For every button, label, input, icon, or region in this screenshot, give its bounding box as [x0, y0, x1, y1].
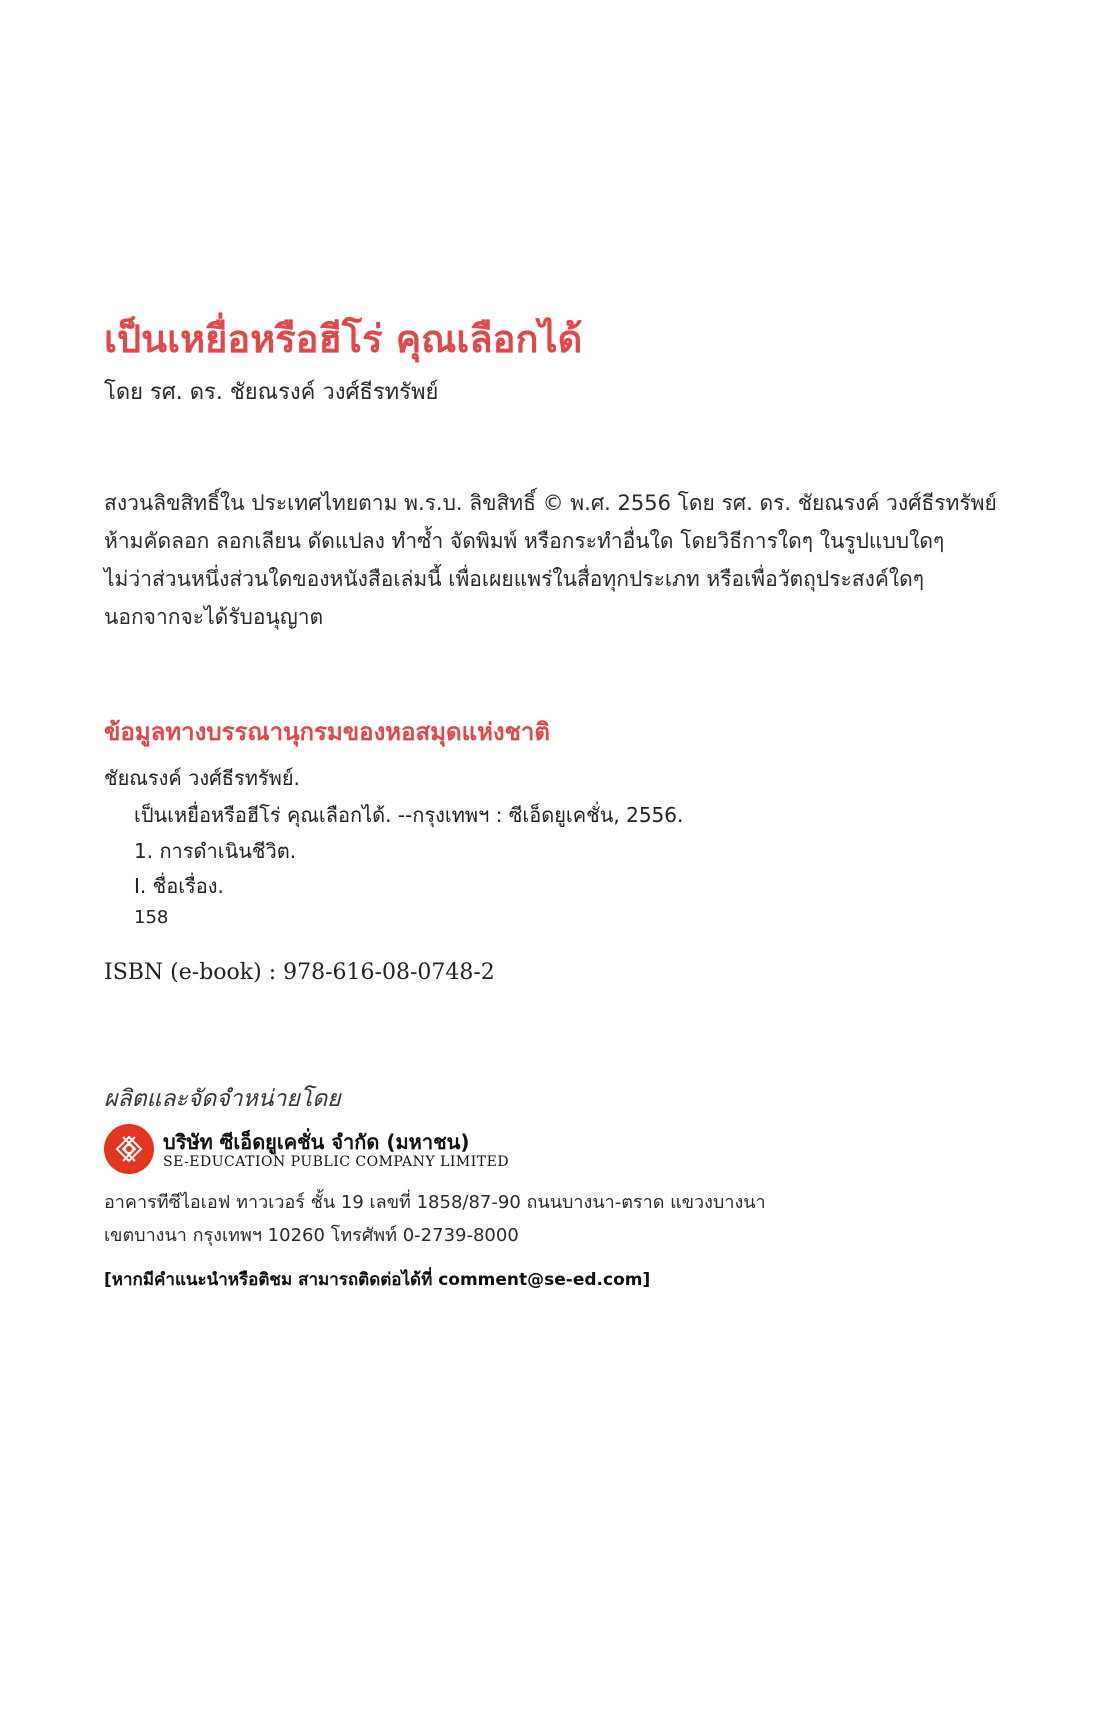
- publisher-label: ผลิตและจัดจำหน่ายโดย: [104, 1086, 341, 1112]
- copyright-notice: [104, 484, 1054, 636]
- se-ed-logo-icon: [104, 1124, 154, 1174]
- cip-heading: ข้อมูลทางบรรณานุกรมของหอสมุดแห่งชาติ: [104, 718, 550, 746]
- publisher-name-english: SE-EDUCATION PUBLIC COMPANY LIMITED: [163, 1154, 510, 1170]
- cip-subject-1: 1. การดำเนินชีวิต.: [134, 839, 297, 863]
- cip-subject-2: I. ชื่อเรื่อง.: [134, 874, 224, 898]
- publisher-address-line: อาคารทีซีไอเอฟ ทาวเวอร์ ชั้น 19 เลขที่ 1858/87-90 ถนนบางนา-ตราด แขวงบางนา: [104, 1192, 766, 1213]
- copyright-line: ไม่ว่าส่วนหนึ่งส่วนใดของหนังสือเล่มนี้ เพื่อเผยแพร่ในสื่อทุกประเภท หรือเพื่อวัตถุประสงค์ใดๆ: [104, 567, 925, 591]
- isbn: ISBN (e-book) : 978-616-08-0748-2: [104, 960, 495, 985]
- copyright-line: สงวนลิขสิทธิ์ใน ประเทศไทยตาม พ.ร.บ. ลิขสิทธิ์ © พ.ศ. 2556 โดย รศ. ดร. ชัยณรงค์ วงศ์ธีรทรัพย์: [104, 491, 997, 515]
- book-title: เป็นเหยื่อหรือฮีโร่ คุณเลือกได้: [104, 316, 583, 361]
- feedback-contact: [หากมีคำแนะนำหรือติชม สามารถติดต่อได้ที่ comment@se-ed.com]: [104, 1270, 651, 1290]
- publisher-name-thai: บริษัท ซีเอ็ดยูเคชั่น จำกัด (มหาชน): [163, 1130, 470, 1154]
- author-byline: โดย รศ. ดร. ชัยณรงค์ วงศ์ธีรทรัพย์: [104, 380, 439, 405]
- cip-author: ชัยณรงค์ วงศ์ธีรทรัพย์.: [104, 766, 300, 790]
- cip-title-entry: เป็นเหยื่อหรือฮีโร่ คุณเลือกได้. --กรุงเทพฯ : ซีเอ็ดยูเคชั่น, 2556.: [134, 803, 684, 827]
- copyright-line: ห้ามคัดลอก ลอกเลียน ดัดแปลง ทำซ้ำ จัดพิมพ์ หรือกระทำอื่นใด โดยวิธีการใดๆ ในรูปแบบใดๆ: [104, 529, 945, 553]
- copyright-line: นอกจากจะได้รับอนุญาต: [104, 605, 324, 629]
- publisher-address-line: เขตบางนา กรุงเทพฯ 10260 โทรศัพท์ 0-2739-8000: [104, 1225, 519, 1246]
- cip-classification: 158: [134, 907, 169, 928]
